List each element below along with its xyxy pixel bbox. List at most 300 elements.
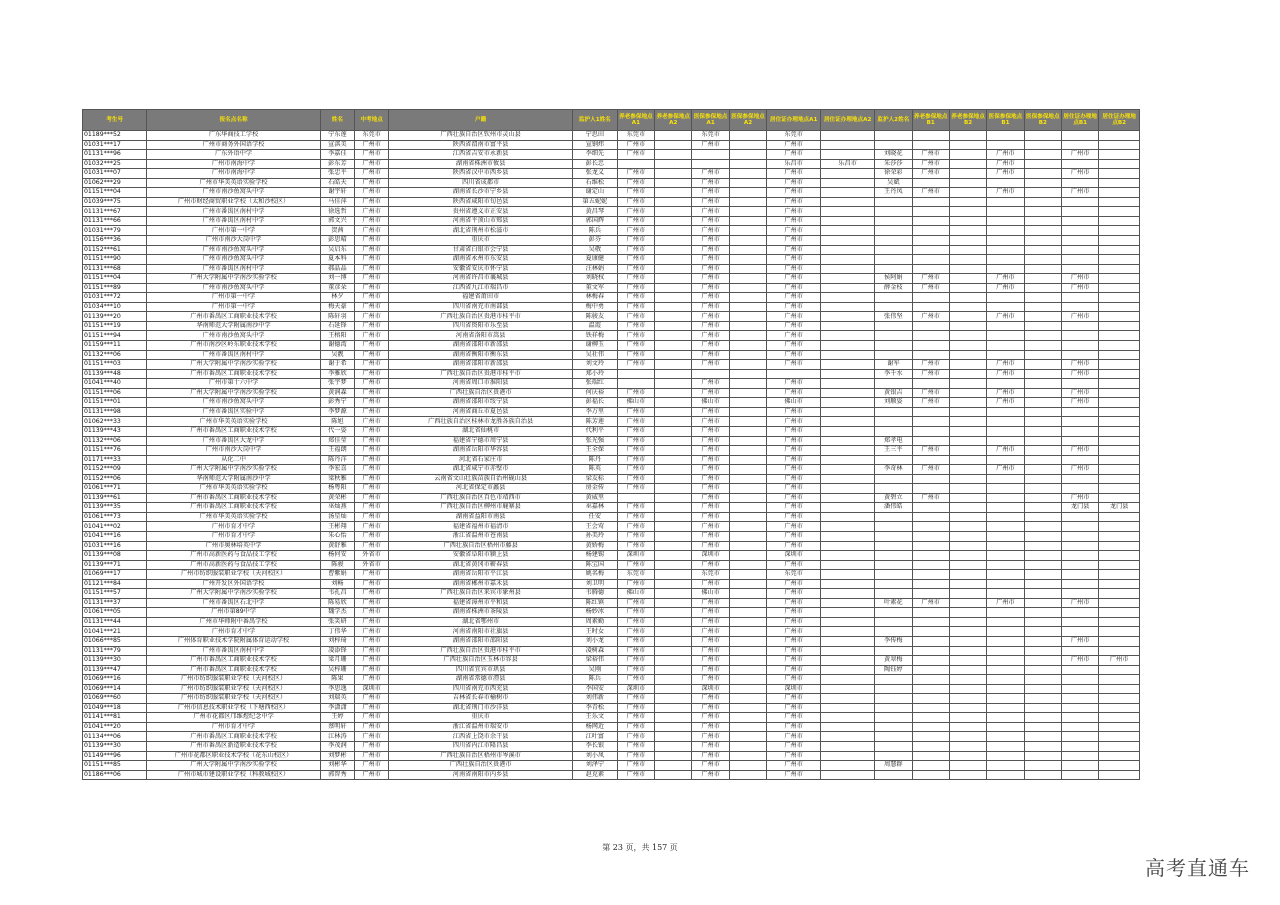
table-cell: 广州市 bbox=[355, 589, 389, 599]
table-cell: 01031***16 bbox=[83, 541, 147, 551]
table-cell bbox=[821, 484, 875, 494]
table-cell: 湖南省益阳市南县 bbox=[389, 512, 573, 522]
table-cell bbox=[912, 207, 949, 217]
table-cell bbox=[821, 178, 875, 188]
table-cell bbox=[1062, 579, 1099, 589]
table-cell: 广州市 bbox=[912, 283, 949, 293]
table-row bbox=[83, 302, 1140, 312]
table-cell: 广州市 bbox=[692, 732, 729, 742]
table-cell: 广西壮族自治区柳州市鹿寨县 bbox=[389, 503, 573, 513]
table-cell: 广州市 bbox=[617, 169, 654, 179]
table-cell: 福建省莆田市 bbox=[389, 293, 573, 303]
table-cell bbox=[949, 321, 986, 331]
table-cell bbox=[1099, 436, 1140, 446]
table-cell bbox=[987, 255, 1024, 265]
table-cell: 广州市 bbox=[767, 474, 821, 484]
table-cell bbox=[1024, 474, 1061, 484]
table-cell: 外省市 bbox=[355, 560, 389, 570]
table-cell bbox=[949, 694, 986, 704]
table-cell: 黄舒雅 bbox=[320, 541, 354, 551]
table-cell: 广州市 bbox=[355, 465, 389, 475]
table-cell: 广州市番禺区工商职业技术学校 bbox=[147, 732, 320, 742]
table-cell bbox=[1099, 627, 1140, 637]
table-cell bbox=[875, 321, 912, 331]
table-cell bbox=[821, 617, 875, 627]
table-cell bbox=[987, 627, 1024, 637]
table-cell: 01132***06 bbox=[83, 350, 147, 360]
table-cell: 广州市 bbox=[355, 656, 389, 666]
table-cell bbox=[821, 360, 875, 370]
table-cell bbox=[1099, 131, 1140, 141]
table-row bbox=[83, 512, 1140, 522]
table-cell bbox=[1062, 131, 1099, 141]
table-cell bbox=[912, 216, 949, 226]
table-row bbox=[83, 465, 1140, 475]
table-cell bbox=[987, 503, 1024, 513]
table-cell bbox=[987, 713, 1024, 723]
table-cell bbox=[949, 551, 986, 561]
column-header: 居住证办理地点B2 bbox=[1099, 110, 1140, 131]
table-cell: 01131***96 bbox=[83, 150, 147, 160]
table-cell: 宣钢炜 bbox=[573, 140, 618, 150]
table-cell: 凌树森 bbox=[573, 646, 618, 656]
table-cell: 深圳市 bbox=[692, 684, 729, 694]
table-cell bbox=[1024, 369, 1061, 379]
table-cell: 广州市 bbox=[355, 579, 389, 589]
table-cell bbox=[1062, 379, 1099, 389]
table-cell bbox=[1099, 159, 1140, 169]
table-cell: 姚名梅 bbox=[573, 570, 618, 580]
table-cell bbox=[821, 598, 875, 608]
table-cell bbox=[821, 417, 875, 427]
table-cell bbox=[729, 426, 766, 436]
table-cell: 广州市 bbox=[617, 541, 654, 551]
table-cell bbox=[655, 216, 692, 226]
table-cell bbox=[912, 350, 949, 360]
table-cell bbox=[1099, 541, 1140, 551]
table-cell: 广州市华师附中番禺学校 bbox=[147, 617, 320, 627]
table-cell: 四川省资阳市乐至县 bbox=[389, 321, 573, 331]
table-cell: 广州市 bbox=[355, 541, 389, 551]
table-cell: 广州市 bbox=[617, 646, 654, 656]
table-cell bbox=[1099, 321, 1140, 331]
table-cell: 王乐文 bbox=[573, 713, 618, 723]
table-cell: 广州大学附属中学南沙实验学校 bbox=[147, 465, 320, 475]
table-cell bbox=[949, 751, 986, 761]
table-cell bbox=[1062, 245, 1099, 255]
table-cell bbox=[949, 131, 986, 141]
table-cell: 广州市 bbox=[692, 140, 729, 150]
table-cell: 广州市 bbox=[692, 379, 729, 389]
table-cell: 丁伟华 bbox=[320, 627, 354, 637]
table-cell bbox=[949, 570, 986, 580]
table-cell bbox=[1062, 713, 1099, 723]
table-cell bbox=[655, 531, 692, 541]
table-cell bbox=[821, 570, 875, 580]
table-cell: 广州市 bbox=[692, 302, 729, 312]
table-cell bbox=[912, 675, 949, 685]
table-cell bbox=[821, 751, 875, 761]
table-cell: 林夕 bbox=[320, 293, 354, 303]
table-cell bbox=[1099, 169, 1140, 179]
table-cell bbox=[949, 770, 986, 780]
column-header: 居住证办理地点A1 bbox=[767, 110, 821, 131]
table-cell: 宣淇美 bbox=[320, 140, 354, 150]
table-cell bbox=[729, 522, 766, 532]
table-cell bbox=[1062, 694, 1099, 704]
table-cell: 张宇梦 bbox=[320, 379, 354, 389]
table-cell bbox=[1099, 150, 1140, 160]
table-cell: 广州市 bbox=[767, 493, 821, 503]
table-cell: 吴斌 bbox=[875, 178, 912, 188]
table-cell bbox=[875, 589, 912, 599]
table-cell bbox=[821, 236, 875, 246]
table-cell bbox=[949, 197, 986, 207]
table-cell: 广州市 bbox=[1062, 274, 1099, 284]
table-cell: 张龙义 bbox=[573, 169, 618, 179]
table-cell: 广州市 bbox=[617, 302, 654, 312]
table-cell bbox=[729, 684, 766, 694]
table-cell: 广州市番禺区工商职业技术学校 bbox=[147, 665, 320, 675]
table-cell bbox=[729, 350, 766, 360]
table-cell: 吴社伟 bbox=[573, 350, 618, 360]
table-cell bbox=[655, 455, 692, 465]
table-cell bbox=[729, 770, 766, 780]
table-cell: 梁月珊 bbox=[320, 656, 354, 666]
table-cell: 广州市 bbox=[617, 617, 654, 627]
table-cell bbox=[949, 426, 986, 436]
table-cell: 广州市 bbox=[617, 665, 654, 675]
table-cell: 广州市育才中学 bbox=[147, 531, 320, 541]
table-cell: 01139***71 bbox=[83, 560, 147, 570]
table-cell: 广州市 bbox=[987, 598, 1024, 608]
table-cell: 薛金枝 bbox=[875, 283, 912, 293]
table-cell bbox=[912, 665, 949, 675]
table-row bbox=[83, 656, 1140, 666]
table-cell bbox=[1062, 617, 1099, 627]
table-cell bbox=[821, 274, 875, 284]
table-cell: 广州市 bbox=[987, 169, 1024, 179]
table-cell: 广州市 bbox=[355, 474, 389, 484]
table-cell bbox=[949, 341, 986, 351]
table-cell: 广州市 bbox=[617, 188, 654, 198]
table-cell: 01069***14 bbox=[83, 684, 147, 694]
table-cell: 谢军 bbox=[875, 360, 912, 370]
table-cell: 广州市 bbox=[692, 255, 729, 265]
table-cell: 广州市 bbox=[692, 560, 729, 570]
table-row bbox=[83, 283, 1140, 293]
table-cell: 01131***79 bbox=[83, 646, 147, 656]
table-cell bbox=[729, 713, 766, 723]
table-cell: 广州市 bbox=[355, 426, 389, 436]
table-cell bbox=[1062, 627, 1099, 637]
table-cell: 广州市 bbox=[987, 274, 1024, 284]
table-cell: 广州市番禺区南村中学 bbox=[147, 207, 320, 217]
table-cell: 01041***40 bbox=[83, 379, 147, 389]
table-cell: 广州市 bbox=[987, 360, 1024, 370]
table-cell bbox=[729, 197, 766, 207]
table-cell: 吴梓珊 bbox=[320, 665, 354, 675]
table-cell bbox=[1024, 140, 1061, 150]
table-cell: 谢于希 bbox=[320, 360, 354, 370]
table-cell bbox=[949, 216, 986, 226]
table-cell: 01132***06 bbox=[83, 436, 147, 446]
table-cell: 广州市 bbox=[617, 770, 654, 780]
table-cell: 彭福长 bbox=[573, 398, 618, 408]
table-cell: 广州市 bbox=[617, 627, 654, 637]
table-cell: 广州市 bbox=[355, 360, 389, 370]
table-cell: 01032***25 bbox=[83, 159, 147, 169]
table-cell bbox=[821, 426, 875, 436]
table-cell: 王时女 bbox=[573, 627, 618, 637]
table-cell: 广州市 bbox=[355, 255, 389, 265]
column-header: 居住证办理地点A2 bbox=[821, 110, 875, 131]
table-cell: 韦孔昌 bbox=[320, 589, 354, 599]
table-cell: 广州市 bbox=[692, 312, 729, 322]
table-cell: 江叶富 bbox=[573, 732, 618, 742]
table-cell: 广州市 bbox=[767, 732, 821, 742]
table-cell bbox=[912, 722, 949, 732]
table-cell: 广州市 bbox=[767, 589, 821, 599]
table-cell bbox=[655, 713, 692, 723]
table-cell bbox=[987, 646, 1024, 656]
table-cell: 广州市番禺区南村中学 bbox=[147, 264, 320, 274]
table-cell bbox=[1024, 245, 1061, 255]
table-cell bbox=[655, 159, 692, 169]
table-cell: 01151***85 bbox=[83, 761, 147, 771]
table-cell bbox=[1099, 455, 1140, 465]
table-cell: 广州市 bbox=[692, 579, 729, 589]
table-cell bbox=[949, 579, 986, 589]
table-row bbox=[83, 169, 1140, 179]
table-body bbox=[83, 131, 1140, 780]
table-cell: 深圳市 bbox=[355, 684, 389, 694]
table-cell bbox=[1024, 169, 1061, 179]
table-cell bbox=[987, 236, 1024, 246]
table-cell bbox=[949, 646, 986, 656]
table-cell bbox=[987, 455, 1024, 465]
table-cell bbox=[821, 446, 875, 456]
table-cell: 黄碧立 bbox=[875, 493, 912, 503]
table-cell: 广州市 bbox=[912, 398, 949, 408]
table-cell: 福建省福州市福清市 bbox=[389, 522, 573, 532]
table-cell bbox=[1062, 436, 1099, 446]
table-cell bbox=[617, 159, 654, 169]
table-cell: 广州市纺织服装职业学校（天河校区） bbox=[147, 570, 320, 580]
table-cell: 广州市 bbox=[1062, 465, 1099, 475]
table-cell bbox=[655, 407, 692, 417]
table-cell bbox=[1099, 293, 1140, 303]
table-cell bbox=[912, 245, 949, 255]
table-cell: 广州市 bbox=[987, 398, 1024, 408]
table-cell: 王婷 bbox=[320, 713, 354, 723]
table-row bbox=[83, 646, 1140, 656]
table-cell bbox=[987, 722, 1024, 732]
table-cell bbox=[987, 570, 1024, 580]
table-cell: 湖北省鄂州市 bbox=[389, 617, 573, 627]
table-cell: 01149***96 bbox=[83, 751, 147, 761]
table-cell bbox=[949, 675, 986, 685]
table-cell: 广州市 bbox=[692, 360, 729, 370]
table-cell: 刘瑞英 bbox=[320, 694, 354, 704]
table-cell bbox=[875, 245, 912, 255]
table-cell: 广州市 bbox=[617, 197, 654, 207]
table-cell: 彭东芳 bbox=[320, 159, 354, 169]
table-cell: 王彬翔 bbox=[320, 522, 354, 532]
table-cell: 马佳萍 bbox=[320, 197, 354, 207]
table-cell bbox=[821, 560, 875, 570]
table-cell bbox=[655, 522, 692, 532]
table-cell bbox=[729, 417, 766, 427]
table-cell: 佛山市 bbox=[692, 398, 729, 408]
table-cell bbox=[655, 732, 692, 742]
table-row bbox=[83, 446, 1140, 456]
table-cell bbox=[987, 684, 1024, 694]
table-cell: 刘顺姿 bbox=[875, 398, 912, 408]
table-cell: 谢德湾 bbox=[320, 341, 354, 351]
table-cell: 广州市 bbox=[617, 761, 654, 771]
table-cell: 广州市 bbox=[692, 436, 729, 446]
table-cell bbox=[949, 159, 986, 169]
table-cell bbox=[1024, 656, 1061, 666]
table-cell: 湖南省长沙市宁乡县 bbox=[389, 188, 573, 198]
table-cell bbox=[821, 350, 875, 360]
table-cell bbox=[1099, 264, 1140, 274]
table-cell bbox=[729, 302, 766, 312]
table-cell: 广州市 bbox=[692, 245, 729, 255]
table-cell: 广州市财经商贸职业学校（太和沙校区） bbox=[147, 197, 320, 207]
table-cell: 广州市 bbox=[355, 531, 389, 541]
table-cell: 广州大学附属中学南沙实验学校 bbox=[147, 589, 320, 599]
table-cell bbox=[1062, 751, 1099, 761]
table-cell bbox=[729, 465, 766, 475]
table-cell: 广州市 bbox=[355, 264, 389, 274]
table-cell: 广州市 bbox=[355, 636, 389, 646]
table-cell: 广州市 bbox=[767, 216, 821, 226]
table-cell bbox=[1024, 493, 1061, 503]
table-cell: 河北省石家庄市 bbox=[389, 455, 573, 465]
table-cell: 陈易欣 bbox=[320, 598, 354, 608]
table-cell: 广州市纺织服装职业学校（天河校区） bbox=[147, 694, 320, 704]
table-cell: 广州大学附属中学南沙实验学校 bbox=[147, 388, 320, 398]
table-cell: 佛山市 bbox=[617, 589, 654, 599]
table-cell: 广州市 bbox=[767, 426, 821, 436]
table-cell: 广州市 bbox=[355, 598, 389, 608]
table-row bbox=[83, 579, 1140, 589]
table-cell: 广州市 bbox=[692, 770, 729, 780]
table-cell: 广州市 bbox=[355, 484, 389, 494]
table-cell bbox=[655, 398, 692, 408]
table-cell bbox=[1099, 703, 1140, 713]
table-cell: 湖南省常德市澧县 bbox=[389, 675, 573, 685]
table-cell: 广州市 bbox=[1062, 369, 1099, 379]
table-cell: 吴启东 bbox=[320, 245, 354, 255]
table-cell: 周素勤 bbox=[573, 617, 618, 627]
table-cell bbox=[875, 417, 912, 427]
table-cell: 广州市 bbox=[767, 541, 821, 551]
table-cell: 外省市 bbox=[355, 551, 389, 561]
table-cell bbox=[655, 436, 692, 446]
table-cell bbox=[821, 150, 875, 160]
table-cell: 01131***68 bbox=[83, 264, 147, 274]
table-cell: 广州市 bbox=[692, 522, 729, 532]
table-cell: 广州市 bbox=[987, 312, 1024, 322]
table-cell bbox=[987, 589, 1024, 599]
table-cell bbox=[821, 255, 875, 265]
table-cell: 广州市 bbox=[617, 207, 654, 217]
table-cell: 张笑研 bbox=[320, 617, 354, 627]
table-cell bbox=[912, 608, 949, 618]
table-row bbox=[83, 159, 1140, 169]
table-row bbox=[83, 436, 1140, 446]
table-cell: 广州市 bbox=[355, 617, 389, 627]
table-cell: 01139***43 bbox=[83, 426, 147, 436]
table-cell: 蔡明轩 bbox=[320, 722, 354, 732]
table-cell bbox=[692, 150, 729, 160]
table-cell bbox=[1062, 675, 1099, 685]
table-cell: 河南省商丘市夏邑县 bbox=[389, 407, 573, 417]
table-cell: 广州市 bbox=[912, 446, 949, 456]
table-cell bbox=[821, 455, 875, 465]
table-cell bbox=[875, 541, 912, 551]
table-cell bbox=[912, 570, 949, 580]
table-cell: 四川省宜宾市珙县 bbox=[389, 665, 573, 675]
table-cell bbox=[987, 512, 1024, 522]
table-row bbox=[83, 312, 1140, 322]
table-cell bbox=[949, 226, 986, 236]
column-header: 养老参保地点A1 bbox=[617, 110, 654, 131]
table-cell: 广州市番禺区工商职业技术学校 bbox=[147, 493, 320, 503]
table-cell: 广州市 bbox=[692, 617, 729, 627]
table-cell: 广州市番禺区实验中学 bbox=[147, 407, 320, 417]
table-cell: 广州市 bbox=[987, 159, 1024, 169]
table-cell bbox=[1099, 226, 1140, 236]
table-cell bbox=[949, 732, 986, 742]
table-cell: 广州市 bbox=[617, 675, 654, 685]
table-cell bbox=[821, 722, 875, 732]
table-cell: 周慧群 bbox=[875, 761, 912, 771]
table-cell: 广州市第一中学 bbox=[147, 293, 320, 303]
table-cell bbox=[821, 293, 875, 303]
table-cell bbox=[1024, 732, 1061, 742]
table-cell bbox=[821, 321, 875, 331]
column-header: 姓名 bbox=[320, 110, 354, 131]
table-cell bbox=[912, 379, 949, 389]
table-cell bbox=[1062, 236, 1099, 246]
table-cell: 广州市 bbox=[692, 541, 729, 551]
table-cell bbox=[821, 522, 875, 532]
table-cell bbox=[729, 570, 766, 580]
table-cell: 陈宝国 bbox=[573, 560, 618, 570]
table-row bbox=[83, 598, 1140, 608]
table-cell bbox=[1024, 188, 1061, 198]
table-cell: 广州市 bbox=[767, 255, 821, 265]
table-cell bbox=[1099, 560, 1140, 570]
table-cell: 李传梅 bbox=[875, 636, 912, 646]
table-cell: 陈兵 bbox=[573, 226, 618, 236]
table-cell: 广州市第一中学 bbox=[147, 302, 320, 312]
table-cell bbox=[912, 684, 949, 694]
column-header: 居住证办理地点B1 bbox=[1062, 110, 1099, 131]
table-cell: 广州市 bbox=[767, 436, 821, 446]
table-cell: 安徽省阜阳市颍上县 bbox=[389, 551, 573, 561]
table-cell bbox=[729, 283, 766, 293]
table-cell bbox=[655, 742, 692, 752]
table-cell: 广州市 bbox=[355, 226, 389, 236]
table-cell: 巫嘉林 bbox=[573, 503, 618, 513]
table-cell: 广州市 bbox=[767, 207, 821, 217]
table-cell bbox=[1062, 226, 1099, 236]
